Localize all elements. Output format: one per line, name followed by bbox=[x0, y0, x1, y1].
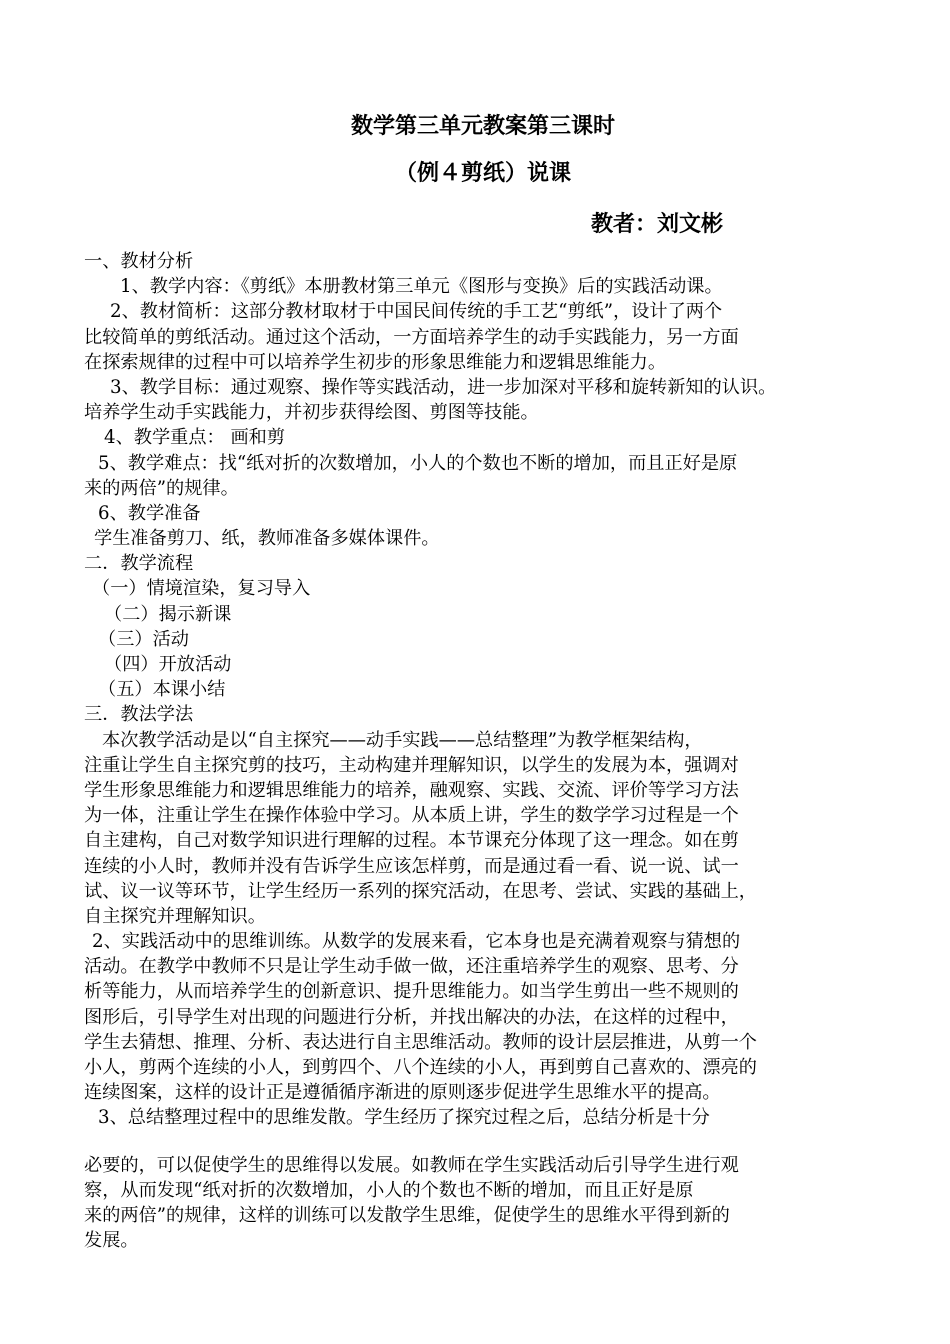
body-line: 试、议一议等环节，让学生经历一系列的探究活动，在思考、尝试、实践的基础上， bbox=[84, 880, 757, 902]
body-line: 注重让学生自主探究剪的技巧，主动构建并理解知识，以学生的发展为本，强调对 bbox=[84, 754, 739, 776]
body-line: 析等能力，从而培养学生的创新意识、提升思维能力。如当学生剪出一些不规则的 bbox=[84, 981, 739, 1003]
body-line: 自主探究并理解知识。 bbox=[84, 905, 266, 927]
body-line: 三．教法学法 bbox=[84, 704, 194, 726]
body-line: （一）情境渲染，复习导入 bbox=[92, 578, 311, 600]
body-line: 察，从而发现“纸对折的次数增加，小人的个数也不断的增加，而且正好是原 bbox=[84, 1179, 694, 1201]
body-line: 学生去猜想、推理、分析、表达进行自主思维活动。教师的设计层层推进，从剪一个 bbox=[84, 1031, 757, 1053]
body-line: 连续的小人时，教师并没有告诉学生应该怎样剪，而是通过看一看、说一说、试一 bbox=[84, 855, 739, 877]
body-line: 来的两倍”的规律。 bbox=[84, 477, 239, 499]
body-line: 发展。 bbox=[84, 1230, 139, 1252]
body-line: 在探索规律的过程中可以培养学生初步的形象思维能力和逻辑思维能力。 bbox=[84, 351, 667, 373]
body-line: 来的两倍”的规律，这样的训练可以发散学生思维，促使学生的思维水平得到新的 bbox=[84, 1204, 730, 1226]
body-line: 3、总结整理过程中的思维发散。学生经历了探究过程之后，总结分析是十分 bbox=[98, 1107, 710, 1129]
document-body bbox=[84, 249, 884, 1253]
body-line: 必要的，可以促使学生的思维得以发展。如教师在学生实践活动后引导学生进行观 bbox=[84, 1154, 739, 1176]
body-line: 4、教学重点： 画和剪 bbox=[104, 427, 286, 449]
body-line: 学生准备剪刀、纸，教师准备多媒体课件。 bbox=[94, 528, 440, 550]
document-subtitle: （例４剪纸）说课 bbox=[394, 160, 571, 186]
body-line: 为一体，注重让学生在操作体验中学习。从本质上讲，学生的数学学习过程是一个 bbox=[84, 805, 739, 827]
body-line: 3、教学目标：通过观察、操作等实践活动，进一步加深对平移和旋转新知的认识。 bbox=[110, 376, 777, 398]
body-line: （五）本课小结 bbox=[98, 679, 226, 701]
body-line: 比较简单的剪纸活动。通过这个活动，一方面培养学生的动手实践能力，另一方面 bbox=[84, 326, 739, 348]
body-line: 5、教学难点：找“纸对折的次数增加，小人的个数也不断的增加，而且正好是原 bbox=[98, 452, 738, 474]
body-line: 1、教学内容：《剪纸》本册教材第三单元《图形与变换》后的实践活动课。 bbox=[120, 276, 723, 298]
author-line: 教者：刘文彬 bbox=[591, 211, 724, 237]
body-line: 二．教学流程 bbox=[84, 553, 194, 575]
body-line: 一、教材分析 bbox=[84, 251, 194, 272]
body-line: （四）开放活动 bbox=[104, 654, 232, 675]
body-line: 连续图案，这样的设计正是遵循循序渐进的原则逐步促进学生思维水平的提高。 bbox=[84, 1082, 721, 1104]
document-title: 数学第三单元教案第三课时 bbox=[350, 113, 615, 139]
body-line: （二）揭示新课 bbox=[104, 603, 232, 625]
body-line: 本次教学活动是以“自主探究——动手实践——总结整理”为教学框架结构， bbox=[102, 729, 703, 751]
body-line: 自主建构，自己对数学知识进行理解的过程。本节课充分体现了这一理念。如在剪 bbox=[84, 830, 739, 852]
page-gap bbox=[84, 1131, 884, 1153]
body-line: 培养学生动手实践能力，并初步获得绘图、剪图等技能。 bbox=[84, 402, 539, 424]
body-line: （三）活动 bbox=[98, 628, 189, 650]
body-line: 6、教学准备 bbox=[98, 502, 201, 524]
body-line: 2、实践活动中的思维训练。从数学的发展来看，它本身也是充满着观察与猜想的 bbox=[92, 931, 741, 953]
body-line: 2、教材简析：这部分教材取材于中国民间传统的手工艺“剪纸”，设计了两个 bbox=[110, 301, 723, 323]
body-line: 小人，剪两个连续的小人，到剪四个、八个连续的小人，再到剪自己喜欢的、漂亮的 bbox=[84, 1057, 757, 1078]
body-line: 活动。在教学中教师不只是让学生动手做一做，还注重培养学生的观察、思考、分 bbox=[84, 956, 739, 978]
body-line: 图形后，引导学生对出现的问题进行分析，并找出解决的办法，在这样的过程中， bbox=[84, 1006, 739, 1028]
body-line: 学生形象思维能力和逻辑思维能力的培养，融观察、实践、交流、评价等学习方法 bbox=[84, 779, 739, 801]
